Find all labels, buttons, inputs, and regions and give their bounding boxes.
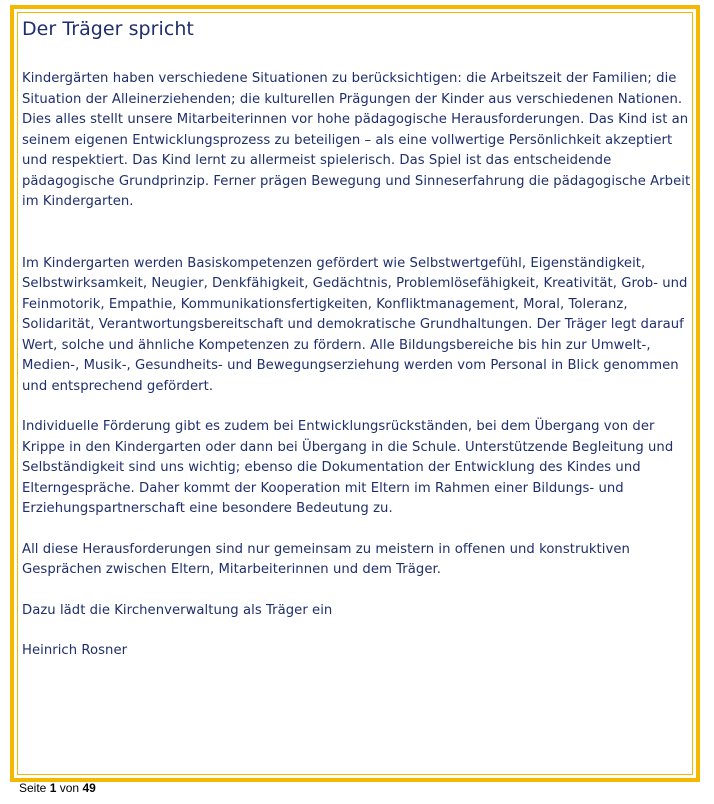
- page-title: Der Träger spricht: [22, 18, 194, 40]
- document-content: [22, 17, 692, 662]
- signature-name: Heinrich Rosner: [22, 643, 128, 658]
- paragraph-1: Kindergärten haben verschiedene Situationen zu berücksichtigen: die Arbeitszeit der Familien; die Situation der Alleinerziehenden; die kulturellen Prägungen der Kinder aus verschiedenen Nationen. Dies alles stellt unsere Mitarbeiterinnen vor hohe pädagogische Herausforderungen. Das Kind ist an seinem eigenen Entwicklungsprozess zu beteiligen – als eine vollwertige Persönlichkeit akzeptiert und respektiert. Das Kind lernt zu allermeist spielerisch. Das Spiel ist das entscheidende pädagogische Grundprinzip. Ferner prägen Bewegung und Sinneserfahrung die pädagogische Arbeit im Kindergarten.: [22, 71, 691, 209]
- page-footer: [19, 781, 96, 795]
- total-pages-number: 49: [82, 781, 96, 795]
- document-frame: [10, 5, 700, 782]
- page-separator: von: [59, 781, 80, 795]
- closing-line: Dazu lädt die Kirchenverwaltung als Träger ein: [22, 602, 333, 618]
- current-page-number: 1: [49, 781, 57, 795]
- paragraph-2: Im Kindergarten werden Basiskompetenzen gefördert wie Selbstwertgefühl, Eigenständigkeit, Selbstwirksamkeit, Neugier, Denkfähigkeit, Gedächtnis, Problemlösefähigkeit, Kreativität, Grob- und Feinmotorik, Empathie, Kommunikationsfertigkeiten, Konfliktmanagement, Moral, Toleranz, Solidarität, Verantwortungsbereitschaft und demokratische Grundhaltungen. Der Träger legt darauf Wert, solche und ähnliche Kompetenzen zu fördern. Alle Bildungsbereiche bis hin zur Umwelt-, Medien-, Musik-, Gesundheits- und Bewegungserziehung werden vom Personal in Blick genommen und entsprechend gefördert.: [22, 255, 688, 394]
- page-label: Seite: [19, 781, 47, 795]
- paragraph-3: Individuelle Förderung gibt es zudem bei Entwicklungsrückständen, bei dem Übergang von der Krippe in den Kindergarten oder dann bei Übergang in die Schule. Unterstützende Begleitung und Selbständigkeit sind uns wichtig; ebenso die Dokumentation der Entwicklung des Kindes und Elterngespräche. Daher kommt der Kooperation mit Eltern im Rahmen einer Bildungs- und Erziehungspartnerschaft eine besondere Bedeutung zu.: [22, 419, 674, 516]
- paragraph-4: All diese Herausforderungen sind nur gemeinsam zu meistern in offenen und konstruktiven Gesprächen zwischen Eltern, Mitarbeiterinnen und dem Träger.: [22, 541, 630, 577]
